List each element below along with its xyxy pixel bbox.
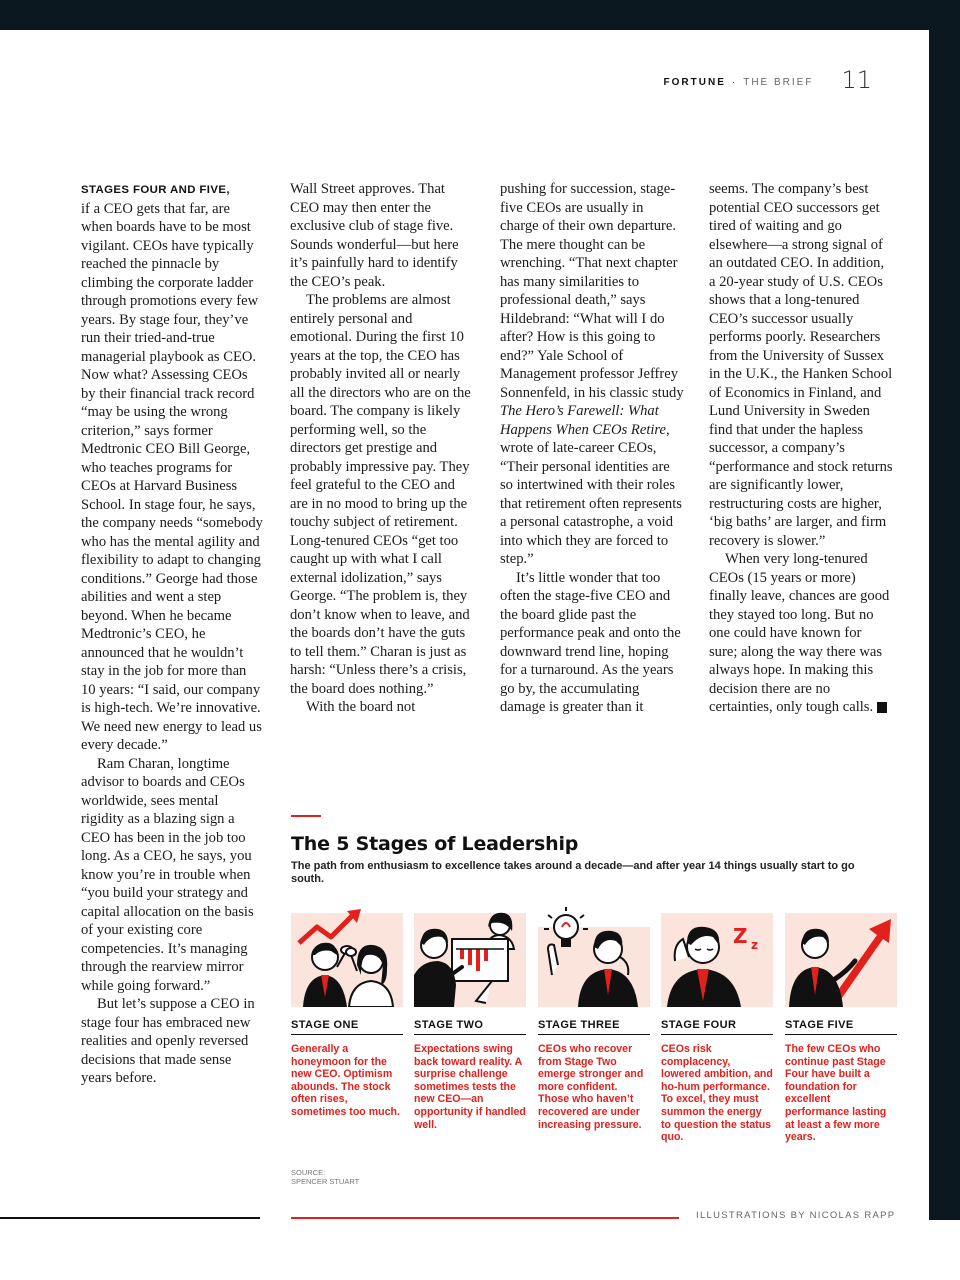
bottom-rule-left — [0, 1217, 260, 1219]
source-name: SPENCER STUART — [291, 1177, 360, 1186]
presentation-chart-icon — [414, 905, 526, 1007]
paragraph-text: pushing for succession, stage-five CEOs are usually in charge of their own departure. The mere thought can be wrenching. “That next chapter has many similarities to professional death,” says Hildebrand: “What will I do after? How is this going to end?” Yale School of Management professor Jeffrey Sonnenfeld, in his classic study — [500, 181, 684, 401]
page-bottom — [0, 1220, 960, 1280]
svg-text:Z: Z — [733, 924, 748, 948]
article-paragraph — [500, 180, 685, 569]
lightbulb-idea-icon — [538, 905, 650, 1007]
illustration-credit: ILLUSTRATIONS BY NICOLAS RAPP — [696, 1210, 896, 1221]
article-column-1 — [81, 180, 263, 1088]
infographic-title: The 5 Stages of Leadership — [291, 833, 579, 855]
svg-text:z: z — [751, 938, 758, 952]
stage-description: Generally a honeymoon for the new CEO. Optimism abounds. The stock often rises, sometimes too much. — [291, 1043, 400, 1118]
stage-label: STAGE FIVE — [785, 1019, 897, 1035]
article-paragraph: Wall Street approves. That CEO may then enter the exclusive club of stage five. Sounds wonderful—but here it’s painfully hard to identify the CEO’s peak. — [290, 181, 459, 290]
magazine-name: FORTUNE — [663, 76, 726, 88]
article-paragraph: It’s little wonder that too often the stage-five CEO and the board glide past the performance peak and onto the downward trend line, hoping for a turnaround. As the years go by, the accumulating damage is greater than it — [500, 569, 681, 715]
lead-in: STAGES FOUR AND FIVE, — [81, 184, 230, 196]
paragraph-text: if a CEO gets that far, are when boards have to be most vigilant. CEOs have typically reached the pinnacle by climbing the corporate ladder through promotions every few years. By stage four, they’ve run their tried-and-true managerial playbook as CEO. Now what? Assessing CEOs by their financial track record “may be using the wrong criterion,” says former Medtronic CEO Bill George, who teaches programs for CEOs at Harvard Business School. In stage four, he says, the company needs “somebody who has the mental agility and flexibility to adapt to changing conditions.” George had those abilities and went a step beyond. When he became Medtronic’s CEO, he announced that he wouldn’t stay in the job for more than 10 years: “I said, our company is high-tech. We’re innovative. We need new energy to lead us every decade.” — [81, 200, 263, 753]
paragraph-text: When very long-tenured CEOs (15 years or more) finally leave, chances are good they stayed too long. But no one could have known for sure; along the way there was always hope. In making this decision there are no certainties, only tough calls. — [709, 551, 890, 715]
end-mark-icon: F — [877, 702, 887, 713]
stage-label: STAGE THREE — [538, 1019, 650, 1035]
stage-description: CEOs who recover from Stage Two emerge stronger and more confident. Those who haven’t recovered are under increasing pressure. — [538, 1043, 644, 1131]
upward-arrow-icon — [785, 905, 897, 1007]
stage-label: STAGE ONE — [291, 1019, 403, 1035]
header-separator: · — [731, 76, 738, 88]
stage-three-card — [538, 905, 650, 1131]
paragraph-text: wrote of late-career CEOs, “Their personal identities are so intertwined with their roles that retirement often represents a personal catastrophe, a void into which they are forced to step.” — [500, 440, 682, 567]
article-column-4 — [709, 180, 899, 717]
stage-description: The few CEOs who continue past Stage Four have built a foundation for excellent performance lasting at least a few more years. — [785, 1043, 887, 1144]
stage-two-card — [414, 905, 526, 1131]
stage-one-card — [291, 905, 403, 1119]
infographic-subtitle: The path from enthusiasm to excellence takes around a decade—and after year 14 things usually start to go south. — [291, 860, 855, 885]
running-header — [664, 68, 872, 96]
toast-couple-rising-arrow-icon — [291, 905, 403, 1007]
article-paragraph: With the board not — [306, 699, 416, 715]
accent-dash — [291, 815, 321, 817]
article-paragraph — [81, 180, 263, 755]
book-title: The Hero’s Farewell: What Happens When CEOs Retire, — [500, 403, 670, 438]
section-name: THE BRIEF — [743, 76, 814, 88]
article-paragraph: The problems are almost entirely personal and emotional. During the first 10 years at the top, the CEO has probably invited all or nearly all the directors who are on the board. The company is likely performing well, so the directors get prestige and probably impressive pay. They feel grateful to the CEO and are in no mood to bring up the touchy subject of retirement. Long-tenured CEOs “get too caught up with what I call external idolization,” says George. “The problem is, they don’t know when to leave, and the boards don’t have the guts to tell them.” Charan is just as harsh: “Unless there’s a crisis, the board does nothing.” — [290, 292, 471, 697]
article-column-3 — [500, 180, 685, 717]
stage-five-card — [785, 905, 897, 1144]
article-paragraph — [709, 550, 899, 717]
stage-label: STAGE TWO — [414, 1019, 526, 1035]
source-note — [291, 1168, 359, 1186]
source-label: SOURCE: — [291, 1168, 326, 1177]
stage-label: STAGE FOUR — [661, 1019, 773, 1035]
sleepy-zz-icon — [661, 905, 773, 1007]
article-paragraph: seems. The company’s best potential CEO successors get tired of waiting and go elsewhere—a strong signal of an outdated CEO. In addition, a 20-year study of U.S. CEOs shows that a long-tenured CEO’s successor usually performs poorly. Researchers from the University of Sussex in the U.K., the Hanken School of Economics in Finland, and Lund University in Sweden find that under the hapless successor, a company’s “performance and stock returns are significantly lower, restructuring costs are higher, ‘big baths’ are larger, and firm recovery is slower.” — [709, 181, 893, 549]
stage-description: Expectations swing back toward reality. A surprise challenge sometimes tests the new CEO—an opportunity if handled well. — [414, 1043, 526, 1131]
article-paragraph: Ram Charan, longtime advisor to boards and CEOs worldwide, sees mental rigidity as a blazing sign a CEO has been in the job too long. As a CEO, he says, you know you’re in trouble when “you build your strategy and capital allocation on the basis of your existing core competencies. It’s managing through the rearview mirror while going forward.” — [81, 755, 254, 994]
article-paragraph: But let’s suppose a CEO in stage four has embraced new realities and openly reversed decisions that made sense years before. — [81, 996, 255, 1086]
stage-four-card — [661, 905, 773, 1144]
bottom-rule-red — [291, 1217, 679, 1219]
stage-description: CEOs risk complacency, lowered ambition, and ho-hum performance. To excel, they must summon the energy to question the status quo. — [661, 1043, 773, 1144]
page-number: 11 — [841, 66, 872, 94]
article-column-2 — [290, 180, 474, 717]
